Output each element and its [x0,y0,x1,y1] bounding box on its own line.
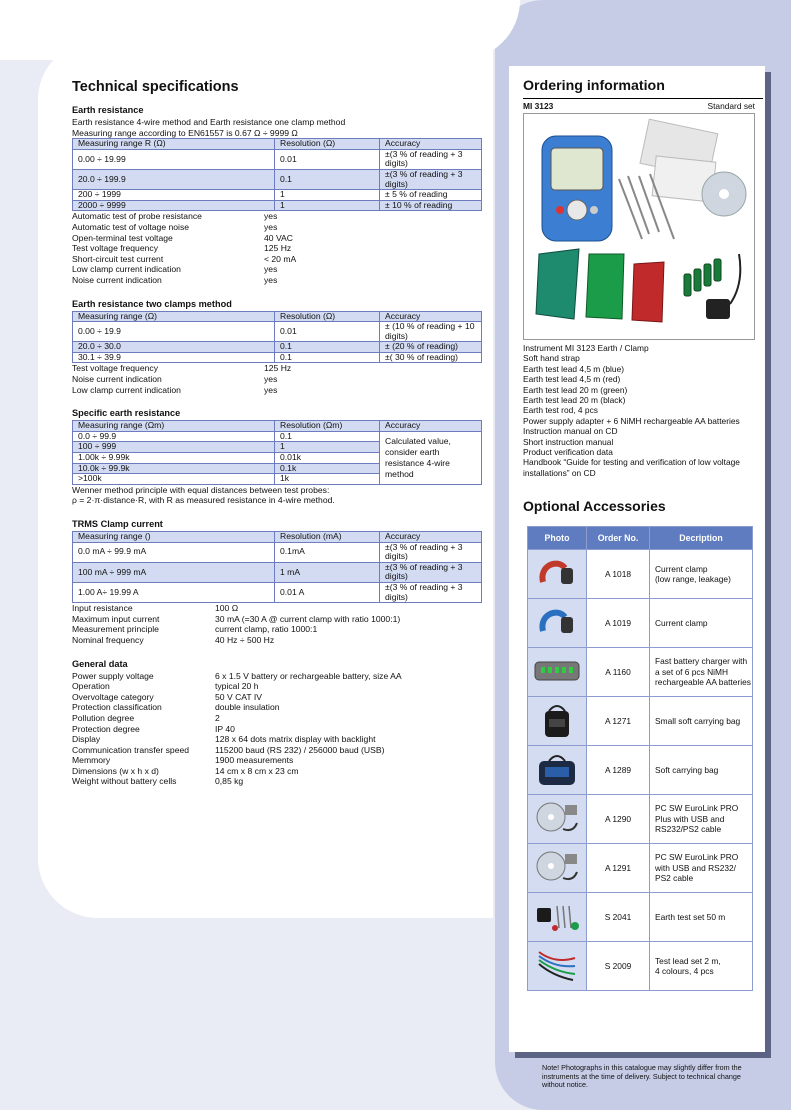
property-label: Open-terminal test voltage [72,232,173,243]
order-number: A 1160 [587,648,650,697]
column-header: Accuracy [380,311,482,322]
description [650,746,753,795]
cell: 0.1 [275,342,380,353]
reel-icon [632,262,664,322]
property-value: yes [264,384,278,395]
property-value: yes [264,221,278,232]
list-item: Instrument MI 3123 Earth / Clamp [523,343,649,353]
column-header: Decription [650,527,753,550]
description [650,550,753,599]
table-row [73,542,482,562]
section-heading: Earth resistance [72,105,144,115]
section-heading: Specific earth resistance [72,408,181,419]
table-row [528,942,753,991]
property-value: 6 x 1.5 V battery or rechargeable battery, size AA [215,670,402,681]
table-row [73,200,482,211]
property-label: Memmory [72,755,111,766]
cell: 30.1 ÷ 39.9 [73,352,275,363]
current-clamp-icon [528,550,587,599]
cell: 1 [275,442,380,453]
column-header: Accuracy [380,139,482,150]
standard-set-list [523,343,758,478]
cell: 10.0k ÷ 99.9k [73,463,275,474]
property-label: Communication transfer speed [72,744,190,755]
property-value: yes [264,264,278,275]
model-number: MI 3123 [523,101,554,111]
table-row [73,562,482,582]
accessories-table [527,526,753,991]
property-label: Automatic test of voltage noise [72,221,190,232]
table-row [73,342,482,353]
two-clamps-properties [72,363,482,395]
property-label: Test voltage frequency [72,243,158,254]
description-line: Wenner method principle with equal distances between test probes: [72,484,330,495]
property-label: Maximum input current [72,613,160,624]
table-row [528,893,753,942]
property-value: 30 mA (=30 A @ current clamp with ratio 1000:1) [215,613,401,624]
list-item: Earth test lead 20 m (black) [523,395,626,406]
property-value: 1900 measurements [215,755,294,766]
cell: 1 [275,190,380,201]
cell: ±(3 % of reading + 3 digits) [380,582,482,602]
cell: ±(3 % of reading + 3 digits) [380,149,482,169]
cell: 0.00 ÷ 19.9 [73,322,275,342]
description [650,893,753,942]
cell: 100 mA ÷ 999 mA [73,562,275,582]
property-value: 100 Ω [215,603,239,614]
order-number: A 1271 [587,697,650,746]
software-cd-icon [528,844,587,893]
model-row [523,101,755,111]
column-header: Measuring range R (Ω) [73,139,275,150]
cell: 0.1mA [275,542,380,562]
software-cd-icon [528,795,587,844]
column-header: Order No. [587,527,650,550]
table-row [73,352,482,363]
property-value: yes [264,211,278,222]
cell: ± (10 % of reading + 10 digits) [380,322,482,342]
list-item: Soft hand strap [523,353,580,364]
property-value: 0,85 kg [215,776,244,787]
specific-earth-table [72,420,482,485]
list-item: Power supply adapter + 6 NiMH rechargeable AA batteries [523,415,740,426]
standard-set-photo [523,113,755,340]
list-item: Earth test lead 4,5 m (red) [523,374,621,385]
cell: 0.1 [275,431,380,442]
column-header: Accuracy [380,421,482,432]
cell: 1.00k ÷ 9.99k [73,453,275,464]
cell: 1 mA [275,562,380,582]
description [650,648,753,697]
property-value: 2 [215,712,220,723]
property-label: Dimensions (w x h x d) [72,765,159,776]
reel-icon [536,249,579,319]
order-number: A 1019 [587,599,650,648]
description-text: PC SW EuroLink PRO Plus with USB and RS232/PS2 cable [655,803,739,835]
property-value: 14 cm x 8 cm x 23 cm [215,765,299,776]
order-number: A 1291 [587,844,650,893]
table-row [73,149,482,169]
property-label: Weight without battery cells [72,776,177,787]
disclaimer-note: Note! Photographs in this catalogue may slightly differ from the instruments at the time of delivery. Subject to technical change without notice. [542,1063,742,1090]
table-row [528,648,753,697]
formula-line: ρ = 2·π·distance·R, with R as measured resistance in 4-wire method. [72,495,335,506]
description-text: Current clamp [655,617,708,628]
cell: 0.01 [275,322,380,342]
property-value: current clamp, ratio 1000:1 [215,624,318,635]
cell: 200 ÷ 1999 [73,190,275,201]
description-text: Current clamp (low range, leakage) [655,563,731,584]
description [650,795,753,844]
list-item: Handbook “Guide for testing and verification of low voltage installations” on CD [523,457,740,478]
description-text: Test lead set 2 m, 4 colours, 4 pcs [655,955,721,976]
order-number: S 2009 [587,942,650,991]
table-row [73,431,482,442]
cell: 20.0 ÷ 199.9 [73,169,275,189]
table-row [528,795,753,844]
list-item: Earth test lead 20 m (green) [523,384,628,395]
property-label: Short-circuit test current [72,253,164,264]
section-heading: TRMS Clamp current [72,519,163,529]
cell: ±(3 % of reading + 3 digits) [380,542,482,562]
cell: ±(3 % of reading + 3 digits) [380,562,482,582]
trms-properties [72,603,482,645]
table-row [73,582,482,602]
column-header: Resolution (mA) [275,532,380,543]
list-item: Instruction manual on CD [523,426,618,437]
property-label: Operation [72,681,110,692]
two-clamps-table [72,311,482,364]
description-line: Earth resistance 4-wire method and Earth resistance one clamp method [72,117,346,127]
property-label: Overvoltage category [72,691,154,702]
property-value: < 20 mA [264,253,297,264]
description-text: Soft carrying bag [655,764,719,775]
table-row [528,844,753,893]
cell: 0.00 ÷ 19.99 [73,149,275,169]
property-value: yes [264,274,278,285]
cell: 0.01 A [275,582,380,602]
set-label: Standard set [707,101,755,111]
adapter-icon [706,299,730,319]
reel-icon [586,254,624,319]
cell: 0.01k [275,453,380,464]
column-header: Resolution (Ωm) [275,421,380,432]
description-line: Measuring range according to EN61557 is 0.67 Ω ÷ 9999 Ω [72,127,298,138]
property-value: yes [264,374,278,385]
cell: ± 5 % of reading [380,190,482,201]
description-text: Fast battery charger with a set of 6 pcs NiMH rechargeable AA batteries [655,656,751,688]
property-value: double insulation [215,702,280,713]
property-value: 50 V CAT IV [215,691,262,702]
list-item: Product verification data [523,447,613,458]
column-header: Measuring range (Ω) [73,311,275,322]
property-label: Nominal frequency [72,634,144,645]
cell: 0.01 [275,149,380,169]
property-value: IP 40 [215,723,235,734]
section-heading: Earth resistance two clamps method [72,298,232,309]
list-item: Short instruction manual [523,436,614,447]
technical-specifications [72,78,482,787]
section-heading: General data [72,658,128,669]
property-label: Low clamp current indication [72,264,181,275]
cell: 1 [275,200,380,211]
property-value: 40 VAC [264,232,293,243]
cell: 0.1 [275,169,380,189]
earth-test-set-icon [528,893,587,942]
small-bag-icon [528,697,587,746]
cell: 0.1 [275,352,380,363]
property-value: 128 x 64 dots matrix display with backlight [215,734,376,745]
general-properties [72,671,482,788]
property-value: 125 Hz [264,243,292,254]
column-header: Measuring range () [73,532,275,543]
table-row [73,169,482,189]
property-label: Noise current indication [72,374,162,385]
property-label: Power supply voltage [72,670,154,681]
column-header: Accuracy [380,532,482,543]
property-label: Low clamp current indication [72,384,181,395]
description [650,844,753,893]
description [650,599,753,648]
column-header: Resolution (Ω) [275,311,380,322]
property-label: Protection degree [72,723,140,734]
property-value: typical 20 h [215,681,259,692]
order-number: A 1290 [587,795,650,844]
ordering-title: Ordering information [523,78,763,99]
optional-accessories-title: Optional Accessories [523,498,666,514]
table-row [528,550,753,599]
table-row [73,190,482,201]
test-leads-icon [528,942,587,991]
description-text: Small soft carrying bag [655,715,741,726]
cell: 100 ÷ 999 [73,442,275,453]
property-label: Protection classification [72,702,162,713]
list-item: Earth test rod, 4 pcs [523,405,598,416]
cell: >100k [73,474,275,485]
merged-accuracy-cell: Calculated value, consider earth resistance 4-wire method [380,431,482,484]
cell: 2000 ÷ 9999 [73,200,275,211]
standard-set-illustration [524,114,754,339]
cell: 0.1k [275,463,380,474]
cell: ± (20 % of reading) [380,342,482,353]
earth-resistance-table [72,138,482,211]
property-label: Display [72,734,101,745]
column-header: Measuring range (Ωm) [73,421,275,432]
order-number: S 2041 [587,893,650,942]
battery-charger-icon [528,648,587,697]
cell: 1.00 A÷ 19.99 A [73,582,275,602]
property-value: 40 Hz ÷ 500 Hz [215,634,275,645]
cell: ±(3 % of reading + 3 digits) [380,169,482,189]
description-text: PC SW EuroLink PRO with USB and RS232/ PS2 cable [655,852,739,884]
property-label: Automatic test of probe resistance [72,211,202,222]
cell: ±( 30 % of reading) [380,352,482,363]
earth-resistance-properties [72,211,482,285]
property-label: Test voltage frequency [72,363,158,374]
carrying-bag-icon [528,746,587,795]
trms-clamp-table [72,531,482,603]
current-clamp-icon [528,599,587,648]
property-label: Measurement principle [72,624,159,635]
cell: ± 10 % of reading [380,200,482,211]
cell: 20.0 ÷ 30.0 [73,342,275,353]
description [650,942,753,991]
table-row [528,599,753,648]
property-label: Pollution degree [72,712,135,723]
property-label: Noise current indication [72,274,162,285]
list-item: Earth test lead 4,5 m (blue) [523,363,625,374]
order-number: A 1018 [587,550,650,599]
column-header: Resolution (Ω) [275,139,380,150]
column-header: Photo [528,527,587,550]
order-number: A 1289 [587,746,650,795]
table-row [73,322,482,342]
cell: 1k [275,474,380,485]
property-value: 125 Hz [264,363,292,374]
description-text: Earth test set 50 m [655,911,726,922]
table-row [528,746,753,795]
page-title: Technical specifications [72,79,239,95]
cell: 0.0 mA ÷ 99.9 mA [73,542,275,562]
property-label: Input resistance [72,603,133,614]
table-row [528,697,753,746]
description [650,697,753,746]
property-value: 115200 baud (RS 232) / 256000 baud (USB) [215,744,385,755]
cell: 0.0 ÷ 99.9 [73,431,275,442]
